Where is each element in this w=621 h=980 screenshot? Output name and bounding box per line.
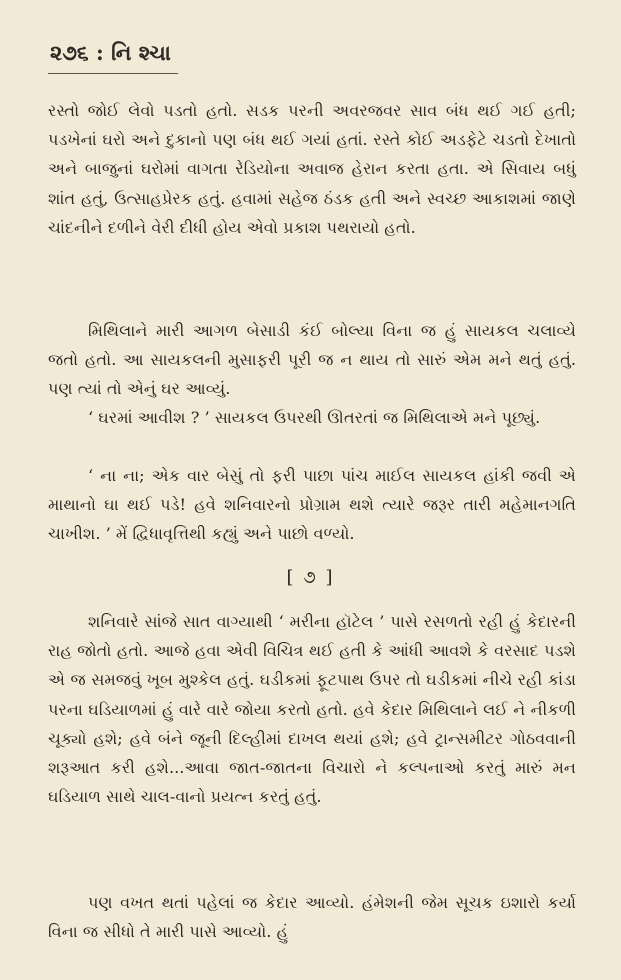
page-number: ૨૭૬ (50, 40, 89, 65)
paragraph: પણ વખત થતાં પહેલાં જ કેદાર આવ્યો. હંમેશની જેમ સૂચક ઇશારો કર્યા વિના જ સીધો તે મારી પાસે આવ્યો. હું (48, 893, 576, 942)
running-header (50, 40, 171, 66)
paragraph: મિથિલાને મારી આગળ બેસાડી કંઈ બોલ્યા વિના જ હું સાયકલ ચલાવ્યે જતો હતો. આ સાયકલની મુસાફરી પૂરી જ ન થાય તો સારું એમ મને થતું હતું. પણ ત્યાં તો એનું ઘર આવ્યું. (48, 321, 576, 399)
section-marker: [ ૭ ] (286, 567, 335, 588)
paragraph: શનિવારે સાંજે સાત વાગ્યાથી ‘ મરીના હૉટેલ ’ પાસે રસળતો રહી હું કેદારની રાહ જોતો હતો. આજે હવા એવી વિચિત્ર થઈ હતી કે આંધી આવશે કે વરસાદ પડશે એ જ સમજવું ખૂબ મુશ્કેલ હતું. ઘડીકમાં ફૂટપાથ ઉપર તો ઘડીકમાં નીચે રહી કાંડા પરના ઘડિયાળમાં હું વારે વારે જોયા કરતો હતો. હવે કેદાર મિથિલાને લઈ ને નીકળી ચૂક્યો હશે; હવે બંને જૂની દિલ્હીમાં દાખલ થયાં હશે; હવે ટ્રાન્સમીટર ગોઠવવાની શરૂઆત કરી હશે...આવા જાત-જાતના વિચારો ને કલ્પનાઓ કરતું મારું મન ઘડિયાળ સાથે ચાલ-વાનો પ્રયત્ન કરતું હતું. (48, 612, 576, 807)
paragraph: રસ્તો જોઈ લેવો પડતો હતો. સડક પરની અવરજવર સાવ બંધ થઈ ગઈ હતી; પડખેનાં ઘરો અને દુકાનો પણ બંધ થઈ ગયાં હતાં. રસ્તે કોઈ અડફેટે ચડતો દેખાતો અને બાજુનાં ઘરોમાં વાગતા રેડિયોના અવાજ હેરાન કરતા હતા. એ સિવાય બધું શાંત હતું, ઉત્સાહપ્રેરક હતું. હવામાં સહેજ ઠંડક હતી અને સ્વચ્છ આકાશમાં જાણે ચાંદનીને દળીને વેરી દીધી હોય એવો પ્રકાશ પથરાયો હતો. (48, 101, 576, 237)
paragraph: ‘ ઘરમાં આવીશ ? ’ સાયકલ ઉપરથી ઊતરતાં જ મિથિલાએ મને પૂછ્યું. (88, 408, 541, 427)
header-rule (48, 73, 178, 74)
paragraph: ‘ ના ના; એક વાર બેસું તો ફરી પાછા પાંચ માઈલ સાયકલ હાંકી જવી એ માથાનો ઘા થઈ પડે! હવે શનિવારનો પ્રોગ્રામ થશે ત્યારે જરૂર તારી મહેમાનગતિ ચાખીશ. ’ મેં દ્વિધાવૃત્તિથી કહ્યું અને પાછો વળ્યો. (48, 466, 576, 544)
chapter-title: નિ શ્ચા (111, 40, 171, 65)
header-separator: : (88, 40, 112, 65)
